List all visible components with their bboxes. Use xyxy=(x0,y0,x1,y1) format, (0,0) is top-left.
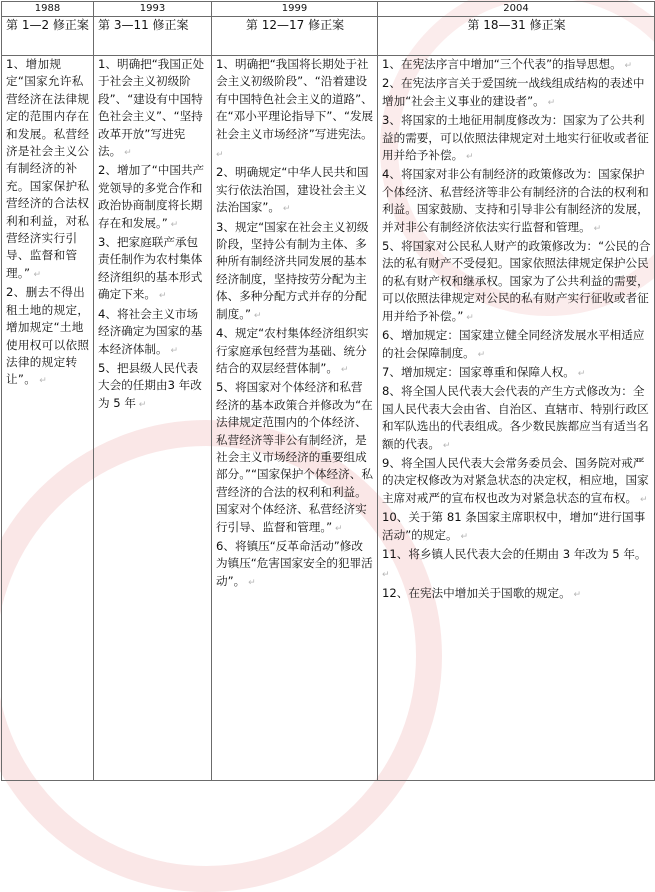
amendment-item: 1、明确把“我国将长期处于社会主义初级阶段”、“沿着建设有中国特色社会主义的道路”、在“邓小平理论指导下”、“发展社会主义市场经济”写进宪法。 ↵ xyxy=(216,56,374,164)
amendment-item: 2、删去不得出租土地的规定，增加规定“土地使用权可以依照法律的规定转让”。 ↵ xyxy=(6,284,90,390)
amendment-item: 1、增加规定“国家允许私营经济在法律规定的范围内存在和发展。私营经济是社会主义公有制经济的补充。国家保护私营经济的合法权利和利益，对私营经济实行引导、监督和管理。” ↵ xyxy=(6,56,90,284)
year-1988: 1988 xyxy=(2,2,94,17)
amendment-item: 9、将全国人民代表大会常务委员会、国务院对戒严的决定权修改为对紧急状态的决定权，相应地，国家主席对戒严的宣布权也改为对紧急状态的宣布权。 ↵ xyxy=(382,455,651,509)
amendments-1999-cell xyxy=(212,56,378,781)
year-row xyxy=(2,2,655,17)
amendment-item: 4、将社会主义市场经济确定为国家的基本经济体制。 ↵ xyxy=(98,306,208,360)
amendment-item: 3、将国家的土地征用制度修改为：国家为了公共利益的需要，可以依照法律规定对土地实行征收或者征用并给予补偿。 ↵ xyxy=(382,112,651,166)
amendment-item: 5、将国家对个体经济和私营经济的基本政策合并修改为“在法律规定范围内的个体经济、私营经济等非公有制经济，是社会主义市场经济的重要组成部分。”“国家保护个体经济、私营经济的合法的权利和利益。国家对个体经济、私营经济实行引导、监督和管理。” ↵ xyxy=(216,379,374,538)
amendment-item: 4、规定“农村集体经济组织实行家庭承包经营为基础、统分结合的双层经营体制”。 ↵ xyxy=(216,325,374,379)
amendment-item: 10、关于第 81 条国家主席职权中，增加“进行国事活动”的规定。 ↵ xyxy=(382,509,651,546)
amendment-item: 6、将镇压“反革命活动”修改为镇压“危害国家安全的犯罪活动”。 ↵ xyxy=(216,538,374,592)
year-2004: 2004 xyxy=(378,2,655,17)
amendments-table xyxy=(1,1,655,781)
amendment-item: 1、在宪法序言中增加“三个代表”的指导思想。 ↵ xyxy=(382,56,651,75)
amendments-2004-cell xyxy=(378,56,655,781)
amendment-range-header: 第 12—17 修正案 xyxy=(212,17,378,56)
amendment-item: 4、将国家对非公有制经济的政策修改为：国家保护个体经济、私营经济等非公有制经济的合法的权利和利益。国家鼓励、支持和引导非公有制经济的发展，并对非公有制经济依法实行监督和管理。 ↵ xyxy=(382,166,651,238)
amendment-item: 1、明确把“我国正处于社会主义初级阶段”、“建设有中国特色社会主义”、“坚持改革开放”写进宪法。 ↵ xyxy=(98,56,208,162)
amendment-item: 5、将国家对公民私人财产的政策修改为：“公民的合法的私有财产不受侵犯。国家依照法律规定保护公民的私有财产权和继承权。国家为了公共利益的需要，可以依照法律规定对公民的私有财产实行征收或者征用并给予补偿。” ↵ xyxy=(382,238,651,327)
year-1999: 1999 xyxy=(212,2,378,17)
amendment-item: 7、增加规定：国家尊重和保障人权。 ↵ xyxy=(382,364,651,383)
amendment-item: 5、把县级人民代表大会的任期由3 年改为 5 年 ↵ xyxy=(98,360,208,414)
amendment-range-header: 第 18—31 修正案 xyxy=(378,17,655,56)
amendment-item: 2、在宪法序言关于爱国统一战线组成结构的表述中增加“社会主义事业的建设者”。 ↵ xyxy=(382,75,651,112)
amendment-item: 6、增加规定：国家建立健全同经济发展水平相适应的社会保障制度。 ↵ xyxy=(382,327,651,364)
amendment-content-row xyxy=(2,56,655,781)
amendment-item: 2、增加了“中国共产党领导的多党合作和政治协商制度将长期存在和发展。” ↵ xyxy=(98,162,208,234)
amendment-range-header: 第 1—2 修正案 xyxy=(2,17,94,56)
amendment-header-row xyxy=(2,17,655,56)
amendment-item: 8、将全国人民代表大会代表的产生方式修改为：全国人民代表大会由省、自治区、直辖市、特别行政区和军队选出的代表组成。各少数民族都应当有适当名额的代表。 ↵ xyxy=(382,383,651,455)
amendment-item: 11、将乡镇人民代表大会的任期由 3 年改为 5 年。 ↵ xyxy=(382,546,651,585)
amendment-item: 3、把家庭联产承包责任制作为农村集体经济组织的基本形式确定下来。 ↵ xyxy=(98,234,208,306)
amendments-1993-cell xyxy=(94,56,212,781)
year-1993: 1993 xyxy=(94,2,212,17)
amendment-range-header: 第 3—11 修正案 xyxy=(94,17,212,56)
amendment-item: 3、规定“国家在社会主义初级阶段，坚持公有制为主体、多种所有制经济共同发展的基本经济制度，坚持按劳分配为主体、多种分配方式并存的分配制度。” ↵ xyxy=(216,219,374,325)
amendments-1988-cell xyxy=(2,56,94,781)
amendment-item: 12、在宪法中增加关于国歌的规定。 ↵ xyxy=(382,585,651,604)
amendment-item: 2、明确规定“中华人民共和国实行依法治国，建设社会主义法治国家”。 ↵ xyxy=(216,164,374,218)
